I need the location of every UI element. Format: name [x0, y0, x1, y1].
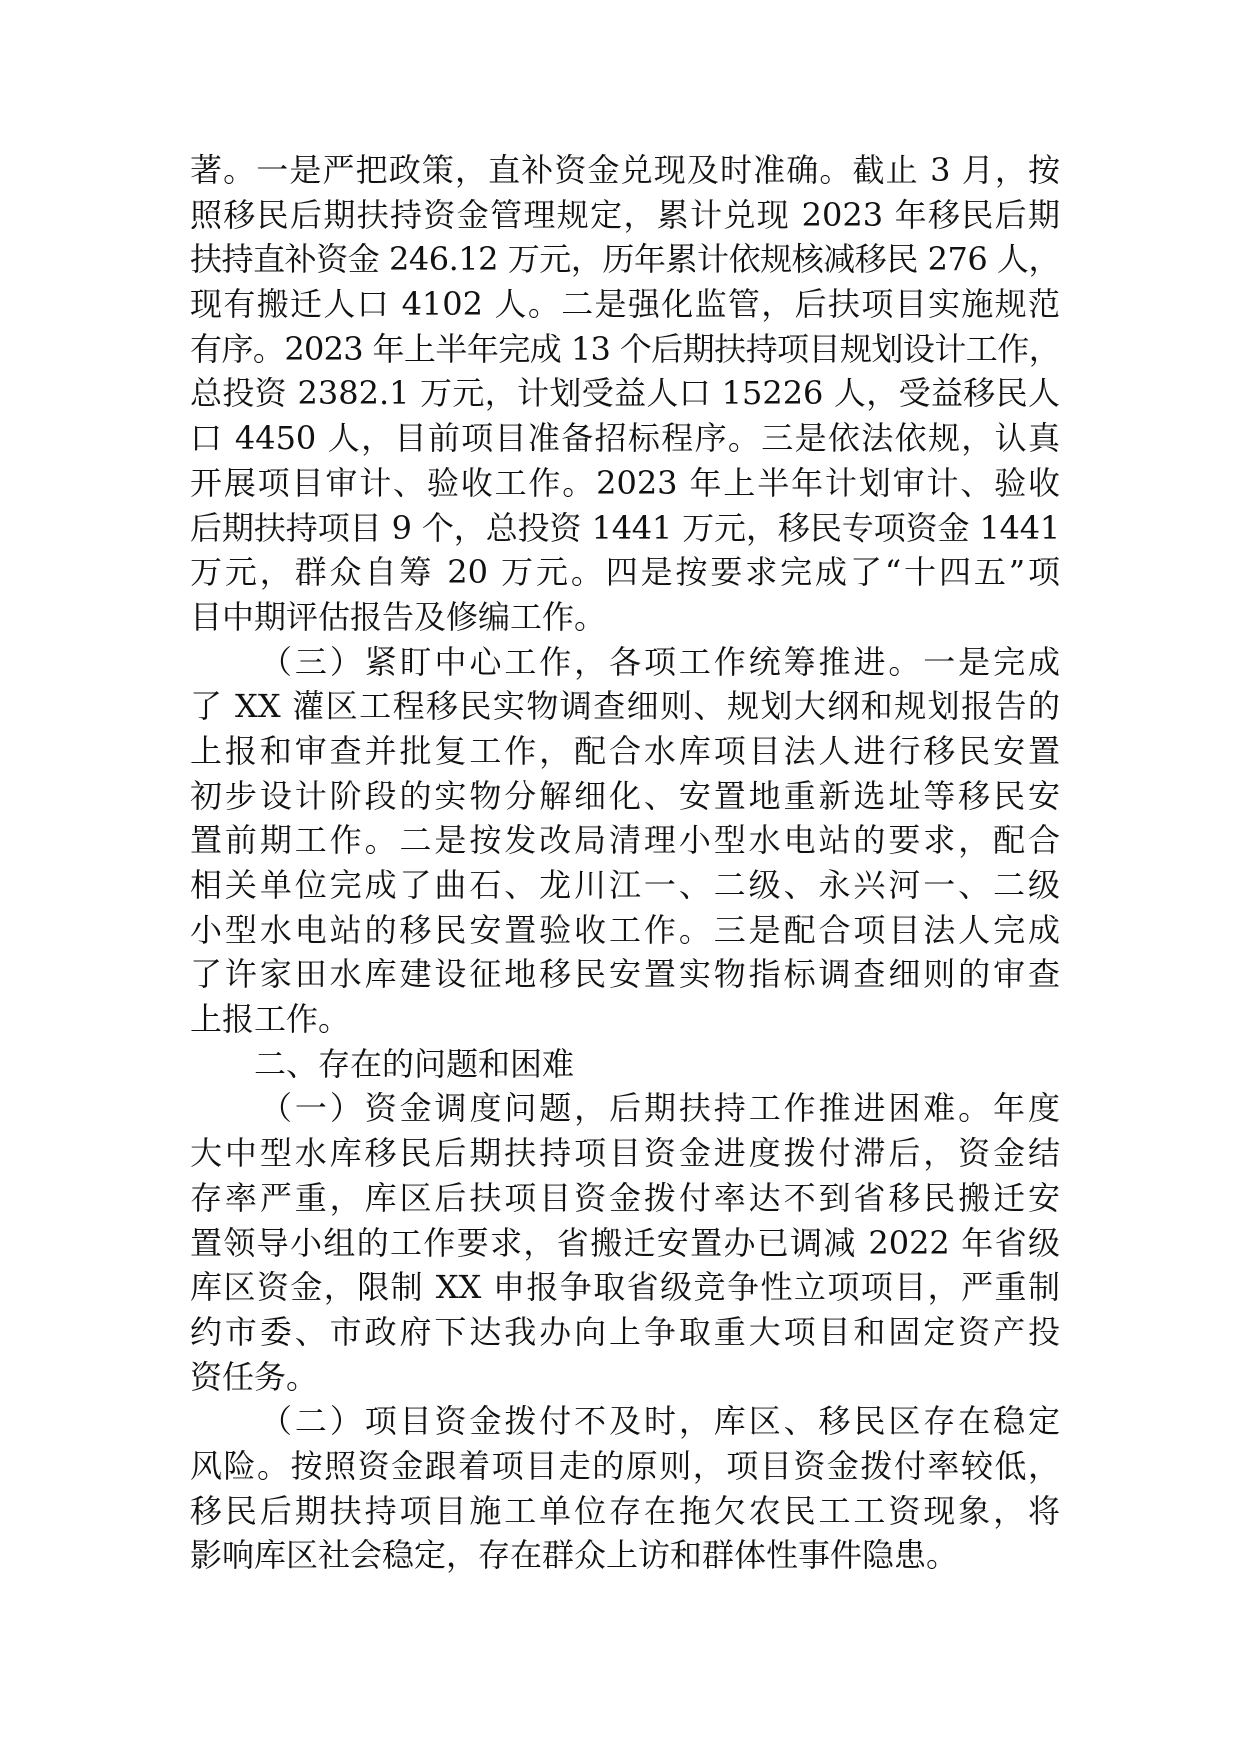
text-line: 著。一是严把政策，直补资金兑现及时准确。截止 3 月，按 [190, 151, 1060, 189]
text-line: 总投资 2382.1 万元，计划受益人口 15226 人，受益移民人 [190, 374, 1060, 413]
text-line: 现有搬迁人口 4102 人。二是强化监管，后扶项目实施规范 [190, 285, 1060, 324]
text-line: （二）项目资金拨付不及时，库区、移民区存在稳定 [260, 1402, 1060, 1441]
text-line: 了许家田水库建设征地移民安置实物指标调查细则的审查 [190, 955, 1060, 994]
text-line: 小型水电站的移民安置验收工作。三是配合项目法人完成 [190, 910, 1060, 949]
text-line: 风险。按照资金跟着项目走的原则，项目资金拨付率较低， [190, 1446, 1060, 1485]
text-line: 置前期工作。二是按发改局清理小型水电站的要求，配合 [190, 821, 1060, 860]
text-line: 置领导小组的工作要求，省搬迁安置办已调减 2022 年省级 [190, 1223, 1060, 1262]
text-line: 目中期评估报告及修编工作。 [190, 597, 607, 636]
text-line: 万元，群众自筹 20 万元。四是按要求完成了“十四五”项 [190, 553, 1060, 592]
text-line: 初步设计阶段的实物分解细化、安置地重新选址等移民安 [190, 776, 1060, 815]
text-line: 照移民后期扶持资金管理规定，累计兑现 2023 年移民后期 [190, 195, 1060, 234]
text-line: 影响库区社会稳定，存在群众上访和群体性事件隐患。 [190, 1536, 959, 1575]
text-line: 上报和审查并批复工作，配合水库项目法人进行移民安置 [190, 731, 1060, 770]
text-line: 扶持直补资金 246.12 万元，历年累计依规核减移民 276 人， [190, 240, 1060, 279]
document-body [190, 148, 1060, 1578]
text-line: 了 XX 灌区工程移民实物调查细则、规划大纲和规划报告的 [190, 687, 1060, 726]
text-line: 相关单位完成了曲石、龙川江一、二级、永兴河一、二级 [190, 866, 1060, 904]
text-line: 约市委、市政府下达我办向上争取重大项目和固定资产投 [190, 1312, 1060, 1351]
text-line: 口 4450 人，目前项目准备招标程序。三是依法依规，认真 [190, 419, 1060, 458]
text-line: 库区资金，限制 XX 申报争取省级竞争性立项项目，严重制 [190, 1268, 1060, 1307]
text-line: 移民后期扶持项目施工单位存在拖欠农民工工资现象，将 [190, 1491, 1060, 1530]
text-line: （一）资金调度问题，后期扶持工作推进困难。年度 [260, 1089, 1060, 1128]
text-line: 大中型水库移民后期扶持项目资金进度拨付滞后，资金结 [190, 1134, 1060, 1173]
text-line: 资任务。 [190, 1357, 319, 1396]
text-line: （三）紧盯中心工作，各项工作统筹推进。一是完成 [260, 642, 1060, 681]
text-line: 后期扶持项目 9 个，总投资 1441 万元，移民专项资金 1441 [190, 508, 1060, 547]
text-line: 开展项目审计、验收工作。2023 年上半年计划审计、验收 [190, 463, 1060, 502]
text-line: 存率严重，库区后扶项目资金拨付率达不到省移民搬迁安 [190, 1178, 1060, 1217]
section-heading: 二、存在的问题和困难 [254, 1044, 575, 1083]
text-line: 有序。2023 年上半年完成 13 个后期扶持项目规划设计工作， [190, 329, 1060, 368]
text-line: 上报工作。 [190, 1000, 351, 1039]
